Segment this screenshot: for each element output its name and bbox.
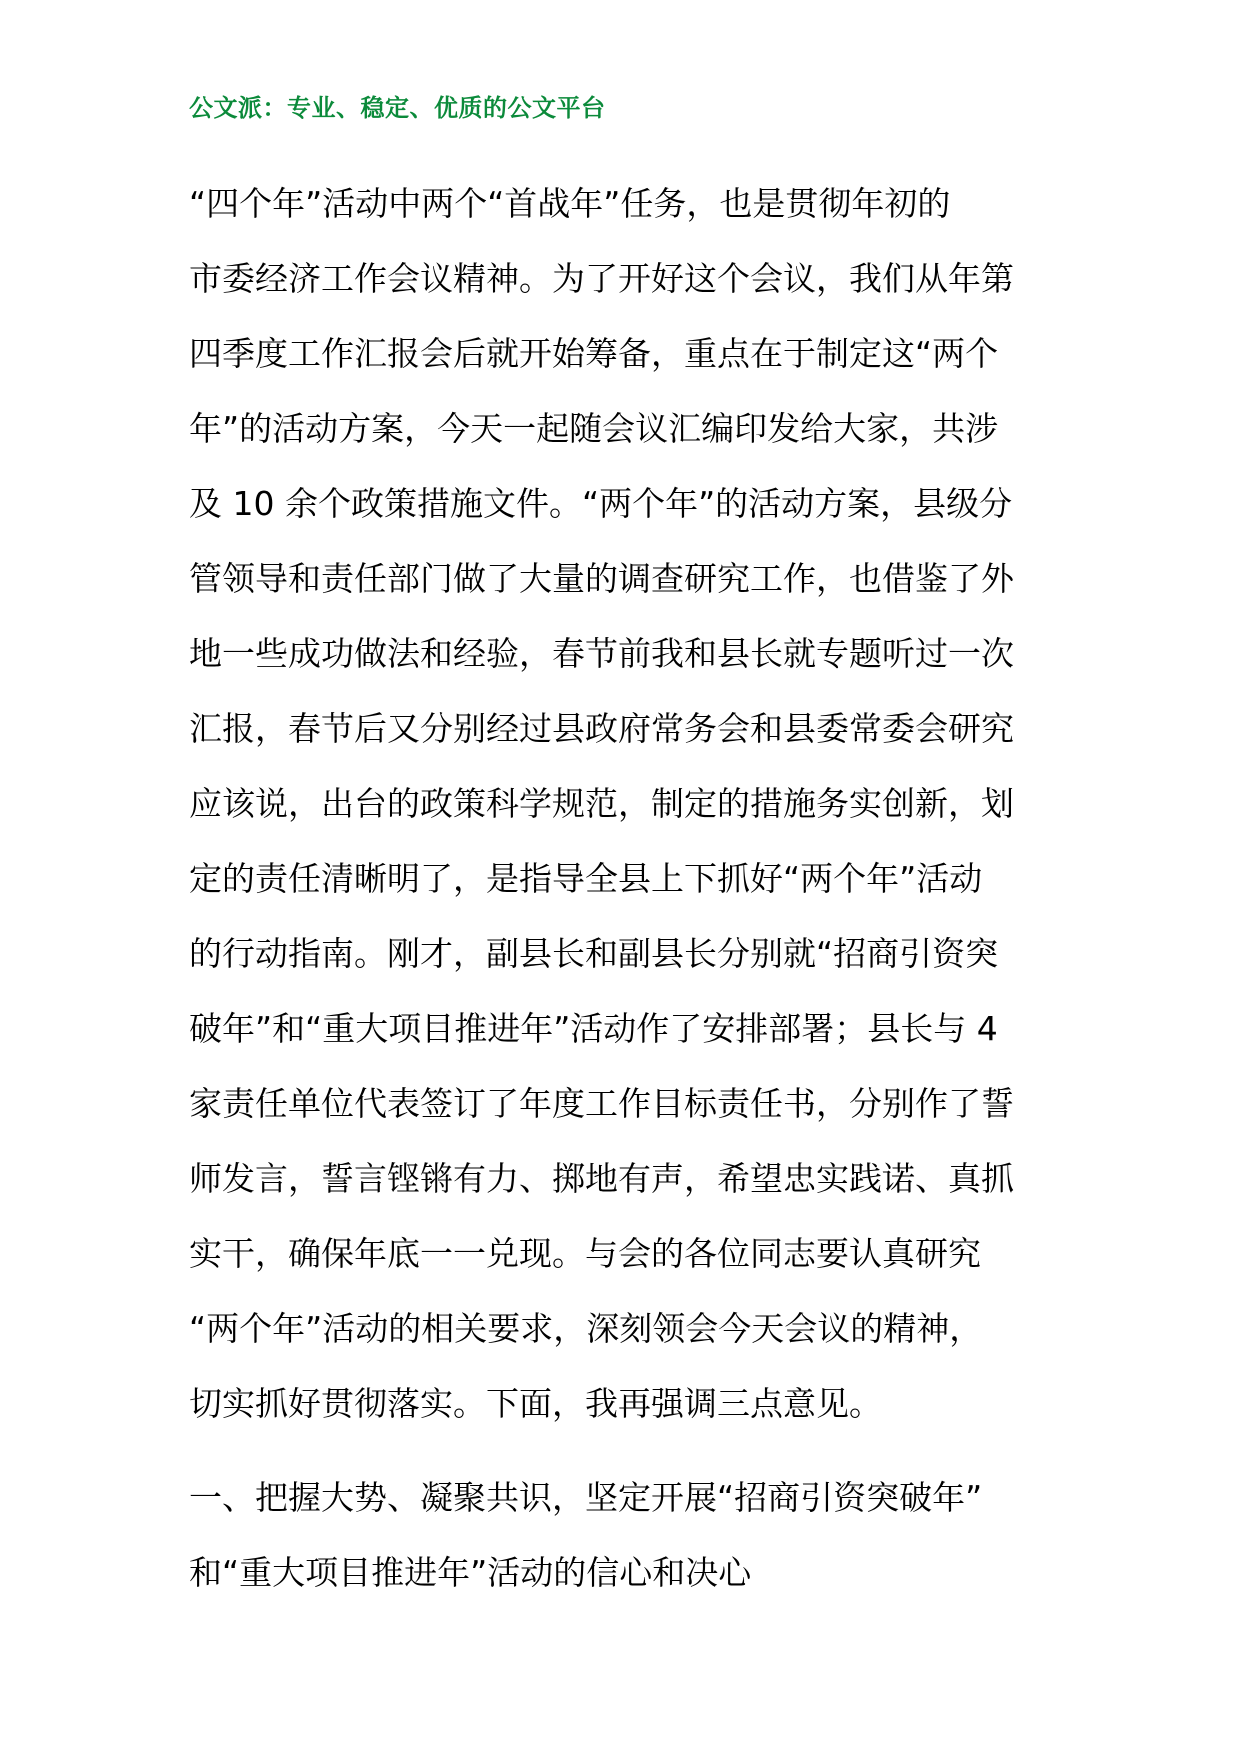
section-heading-line: 一、把握大势、凝聚共识，坚定开展“招商引资突破年” <box>189 1478 983 1517</box>
paragraph-line: 地一些成功做法和经验，春节前我和县长就专题听过一次 <box>189 634 1014 673</box>
paragraph-line: 破年”和“重大项目推进年”活动作了安排部署；县长与 4 <box>189 1009 998 1048</box>
paragraph-line: 应该说，出台的政策科学规范，制定的措施务实创新，划 <box>189 784 1014 823</box>
paragraph-line: 年”的活动方案，今天一起随会议汇编印发给大家，共涉 <box>189 409 999 448</box>
paragraph-line: 市委经济工作会议精神。为了开好这个会议，我们从年第 <box>189 259 1014 298</box>
paragraph-spacer <box>189 1441 1057 1460</box>
paragraph-line: “四个年”活动中两个“首战年”任务，也是贯彻年初的 <box>189 184 951 223</box>
paragraph-line: 实干，确保年底一一兑现。与会的各位同志要认真研究 <box>189 1234 981 1273</box>
paragraph-line: 管领导和责任部门做了大量的调查研究工作，也借鉴了外 <box>189 559 1014 598</box>
header-banner: 公文派：专业、稳定、优质的公文平台 <box>189 94 606 122</box>
paragraph-line: 汇报，春节后又分别经过县政府常务会和县委常委会研究 <box>189 709 1014 748</box>
paragraph-line: 切实抓好贯彻落实。下面，我再强调三点意见。 <box>189 1384 882 1423</box>
section-heading-line: 和“重大项目推进年”活动的信心和决心 <box>189 1553 752 1592</box>
paragraph-line: 的行动指南。刚才，副县长和副县长分别就“招商引资突 <box>189 934 999 973</box>
paragraph-line: 定的责任清晰明了，是指导全县上下抓好“两个年”活动 <box>189 859 983 898</box>
paragraph-line: “两个年”活动的相关要求，深刻领会今天会议的精神， <box>189 1309 983 1348</box>
paragraph-line: 及 10 余个政策措施文件。“两个年”的活动方案，县级分 <box>189 484 1013 523</box>
paragraph-line: 家责任单位代表签订了年度工作目标责任书，分别作了誓 <box>189 1084 1014 1123</box>
document-body <box>189 166 1057 1610</box>
paragraph-line: 师发言，誓言铿锵有力、掷地有声，希望忠实践诺、真抓 <box>189 1159 1014 1198</box>
body-paragraph <box>189 166 1057 1441</box>
paragraph-line: 四季度工作汇报会后就开始筹备，重点在于制定这“两个 <box>189 334 999 373</box>
section-heading <box>189 1460 1057 1610</box>
